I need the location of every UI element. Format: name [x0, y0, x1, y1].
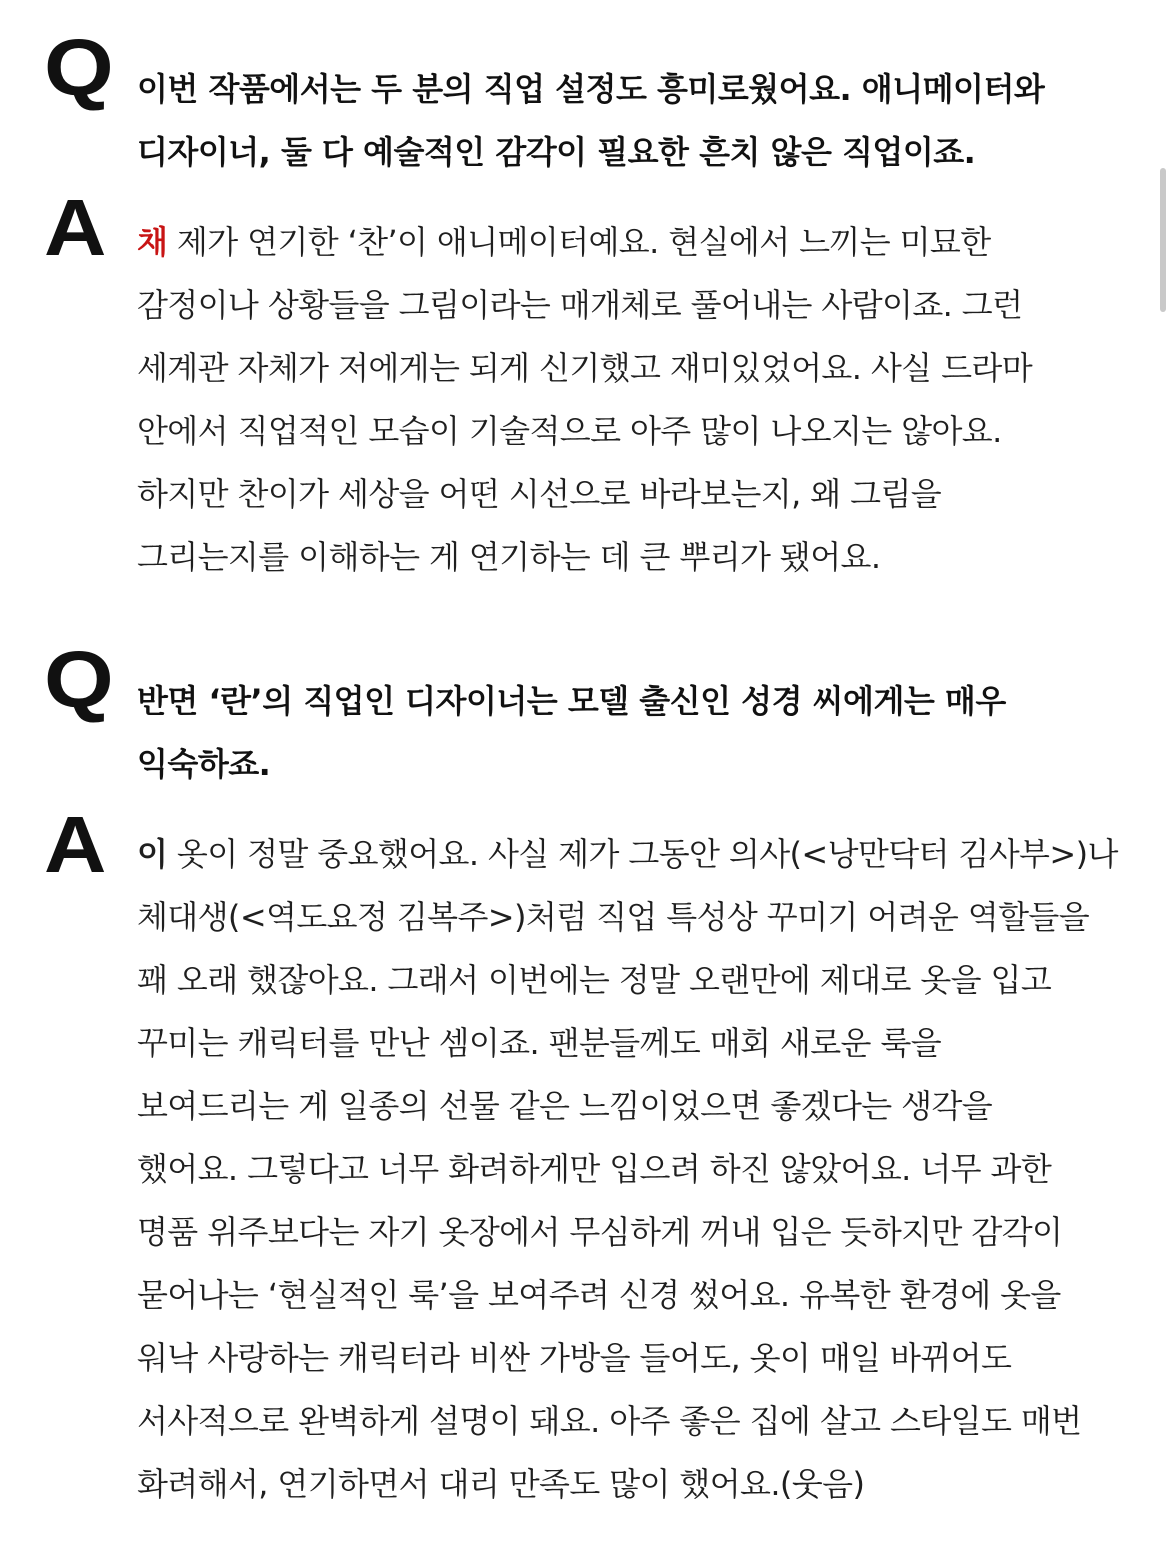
answer-mark-icon: A [44, 183, 107, 272]
answer-line-text: 제가 연기한 ‘찬’이 애니메이터예요. 현실에서 느끼는 미묘한 [176, 223, 991, 261]
answer-line-text: 옷이 정말 중요했어요. 사실 제가 그동안 의사(<낭만닥터 김사부>)나 [176, 835, 1118, 873]
question-text [137, 670, 1117, 796]
question-mark-icon: Q [44, 23, 114, 112]
answer-line: 꽤 오래 했잖아요. 그래서 이번에는 정말 오랜만에 제대로 옷을 입고 [137, 961, 1052, 999]
answer-line: 안에서 직업적인 모습이 기술적으로 아주 많이 나오지는 않아요. [137, 412, 1002, 450]
answer-line: 워낙 사랑하는 캐릭터라 비싼 가방을 들어도, 옷이 매일 바뀌어도 [137, 1339, 1012, 1377]
answer-line [137, 211, 1147, 274]
answer-line: 세계관 자체가 저에게는 되게 신기했고 재미있었어요. 사실 드라마 [137, 349, 1033, 387]
answer-line [137, 823, 1147, 886]
answer-line: 감정이나 상황들을 그림이라는 매개체로 풀어내는 사람이죠. 그런 [137, 286, 1023, 324]
answer-line: 화려해서, 연기하면서 대리 만족도 많이 했어요.(웃음) [137, 1465, 865, 1503]
speaker-label: 이 [137, 835, 168, 873]
answer-line: 하지만 찬이가 세상을 어떤 시선으로 바라보는지, 왜 그림을 [137, 475, 942, 513]
answer-line: 서사적으로 완벽하게 설명이 돼요. 아주 좋은 집에 살고 스타일도 매번 [137, 1402, 1082, 1440]
question-text [137, 58, 1117, 184]
scrollbar[interactable] [1160, 168, 1166, 312]
answer-line: 명품 위주보다는 자기 옷장에서 무심하게 꺼내 입은 듯하지만 감각이 [137, 1213, 1063, 1251]
answer-line: 했어요. 그렇다고 너무 화려하게만 입으려 하진 않았어요. 너무 과한 [137, 1150, 1052, 1188]
answer-mark-icon: A [44, 800, 107, 889]
question-line: 이번 작품에서는 두 분의 직업 설정도 흥미로웠어요. 애니메이터와 [137, 70, 1045, 108]
answer-text [137, 211, 1147, 589]
question-line: 익숙하죠. [137, 745, 271, 783]
question-line: 디자이너, 둘 다 예술적인 감각이 필요한 흔치 않은 직업이죠. [137, 133, 976, 171]
answer-text [137, 823, 1147, 1516]
question-mark-icon: Q [44, 635, 114, 724]
answer-line: 묻어나는 ‘현실적인 룩’을 보여주려 신경 썼어요. 유복한 환경에 옷을 [137, 1276, 1061, 1314]
answer-line: 보여드리는 게 일종의 선물 같은 느낌이었으면 좋겠다는 생각을 [137, 1087, 993, 1125]
answer-line: 꾸미는 캐릭터를 만난 셈이죠. 팬분들께도 매회 새로운 룩을 [137, 1024, 942, 1062]
speaker-label: 채 [137, 223, 168, 261]
question-line: 반면 ‘란’의 직업인 디자이너는 모델 출신인 성경 씨에게는 매우 [137, 682, 1006, 720]
answer-line: 그리는지를 이해하는 게 연기하는 데 큰 뿌리가 됐어요. [137, 538, 881, 576]
answer-line: 체대생(<역도요정 김복주>)처럼 직업 특성상 꾸미기 어려운 역할들을 [137, 898, 1090, 936]
